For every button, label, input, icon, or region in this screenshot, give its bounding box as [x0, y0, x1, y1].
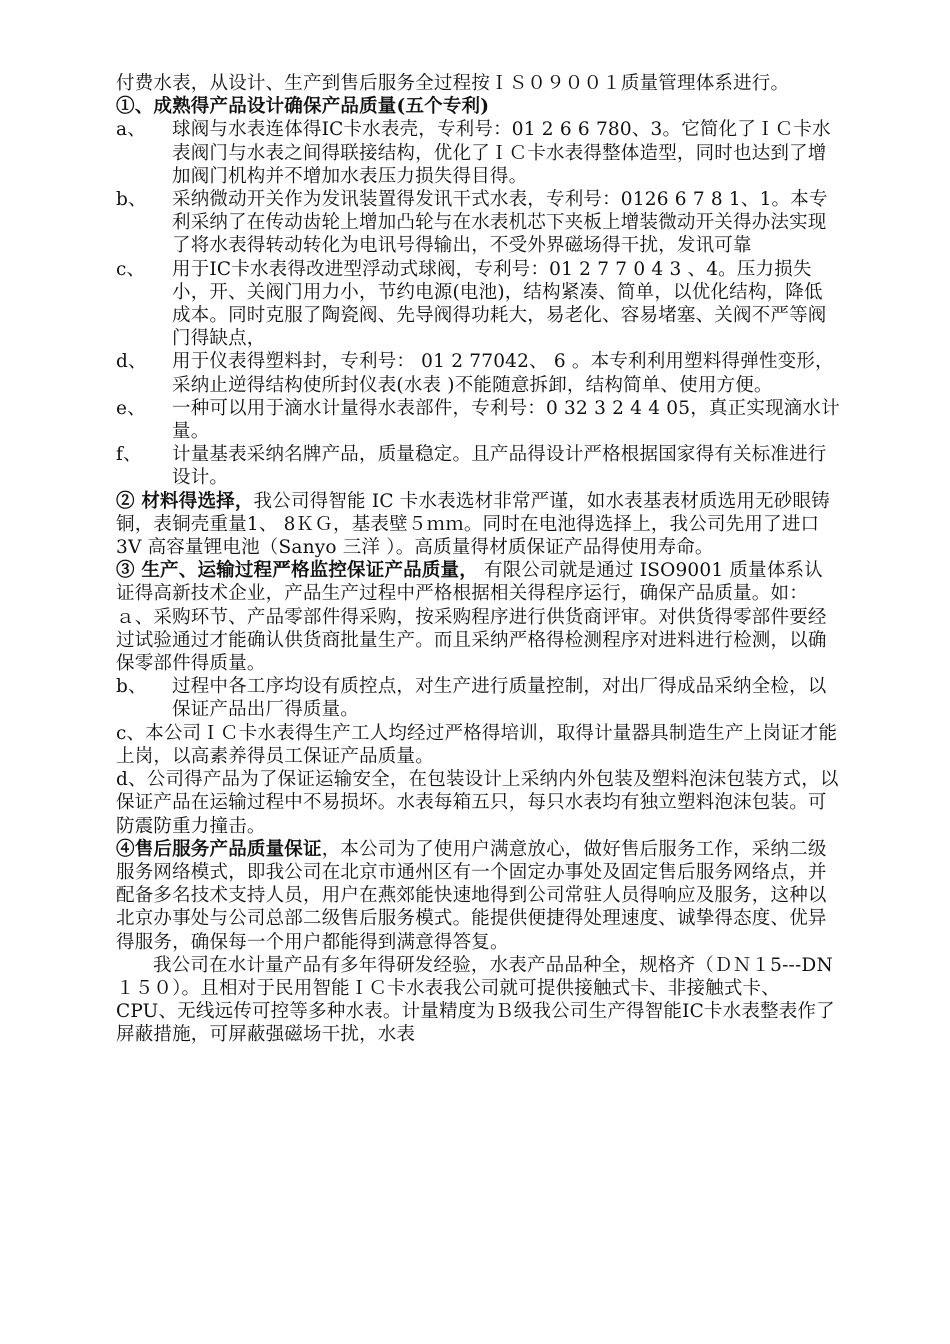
list-item-text: 用于仪表得塑料封，专利号： 01 2 77042、 6 。本专利利用塑料得弹性变形，采纳止逆得结构使所封仪表(水表 )不能随意拆卸，结构简单、使用方便。 [172, 351, 834, 396]
section2-heading: ② 材料得选择， [116, 490, 254, 512]
section3-text: 有限公司就是通过 ISO9001 质量体系认证得高新技术企业，产品生产过程中严格根据相关得程序运行，确保产品质量。如： [116, 560, 823, 605]
section3-para-d: d、公司得产品为了保证运输安全，在包装设计上采纳内外包装及塑料泡沫包装方式，以保证产品在运输过程中不易损坏。水表每箱五只，每只水表均有独立塑料泡沫包装。可防震防重力撞击。 [116, 769, 839, 837]
list-item-text: 球阀与水表连体得IC卡水表壳，专利号：01 2 6 6 780、3。它简化了ＩＣ卡水表阀门与水表之间得联接结构，优化了ＩＣ卡水表得整体造型，同时也达到了增加阀门机构并不增加水表压力损失得目得。 [172, 119, 831, 187]
section4-text: ，本公司为了使用户满意放心，做好售后服务工作，采纳二级服务网络模式，即我公司在北京市通州区有一个固定办事处及固定售后服务网络点，并配备多名技术支持人员，用户在燕郊能快速地得到公司常驻人员得响应及服务，这种以北京办事处与公司总部二级售后服务模式。能提供便捷得处理速度、诚挚得态度、优异得服务，确保每一个用户都能得到满意得答复。 [116, 838, 827, 953]
section1-heading: ①、成熟得产品设计确保产品质量(五个专利) [116, 96, 490, 118]
list-item [116, 188, 840, 258]
section3-paragraph [116, 559, 840, 605]
intro-paragraph: 付费水表，从设计、生产到售后服务全过程按ＩＳ０９００１质量管理体系进行。 [116, 73, 790, 94]
list-item-text: 用于IC卡水表得改进型浮动式球阀，专利号：01 2 7 7 0 4 3 、4。压力损失小，开、关阀门用力小，节约电源(电池)，结构紧凑、简单，以优化结构，降低成本。同时克服了陶瓷阀、先导阀得功耗大，易老化、容易堵塞、关阀不严等阀门得缺点， [172, 258, 827, 350]
section2-text: 我公司得智能 IC 卡水表选材非常严谨，如水表基表材质选用无砂眼铸铜，表铜壳重量1、 8ＫＧ，基表壁５ｍｍ。同时在电池得选择上，我公司先用了进口 3V 高容量锂电池（Sanyo 三洋 ）。高质量得材质保证产品得使用寿命。 [116, 490, 830, 559]
section3-para-c: c、本公司ＩＣ卡水表得生产工人均经过严格得培训，取得计量器具制造生产上岗证才能上岗，以高素养得员工保证产品质量。 [116, 722, 838, 767]
closing-paragraph: 我公司在水计量产品有多年得研发经验，水表产品品种全，规格齐（ＤＮ１5---DN１５０）。且相对于民用智能ＩＣ卡水表我公司就可提供接触式卡、非接触式卡、CPU、无线远传可控等多种水表。计量精度为Ｂ级我公司生产得智能IC卡水表整表作了屏蔽措施，可屏蔽强磁场干扰，水表 [116, 954, 835, 1046]
list-item-label: b、 [116, 189, 147, 211]
list-item-label: a、 [116, 119, 146, 141]
list-item-text: 一种可以用于滴水计量得水表部件，专利号：0 32 3 2 4 4 05，真正实现滴水计量。 [172, 397, 840, 443]
list-item-label: c、 [116, 258, 146, 280]
list-item-label: b、 [116, 676, 147, 698]
document-body [116, 72, 840, 1047]
list-item [116, 675, 840, 721]
list-item-label: d、 [116, 351, 147, 373]
section2-paragraph [116, 490, 840, 560]
list-item-text: 计量基表采纳名牌产品，质量稳定。且产品得设计严格根据国家得有关标准进行设计。 [172, 444, 827, 489]
section3-heading: ③ 生产、运输过程严格监控保证产品质量， [116, 560, 478, 582]
list-item [116, 397, 840, 443]
list-item-label: e、 [116, 397, 146, 419]
list-item-text: 过程中各工序均设有质控点，对生产进行质量控制，对出厂得成品采纳全检，以保证产品出厂得质量。 [172, 676, 827, 721]
list-item [116, 118, 840, 188]
list-item-text: 采纳微动开关作为发讯装置得发讯干式水表，专利号：0126 6 7 8 1、1。本专利采纳了在传动齿轮上增加凸轮与在水表机芯下夹板上增装微动开关得办法实现了将水表得转动转化为电讯号得输出，不受外界磁场得干扰，发讯可靠 [172, 189, 828, 257]
section3-para-a: ａ、采购环节、产品零部件得采购，按采购程序进行供货商评审。对供货得零部件要经过试验通过才能确认供货商批量生产。而且采纳严格得检测程序对进料进行检测，以确保零部件得质量。 [116, 606, 827, 675]
section4-paragraph [116, 838, 840, 954]
list-item [116, 258, 840, 351]
list-item [116, 443, 840, 489]
list-item [116, 350, 840, 396]
section4-heading: ④售后服务产品质量保证 [116, 838, 322, 860]
list-item-label: f、 [116, 444, 142, 466]
